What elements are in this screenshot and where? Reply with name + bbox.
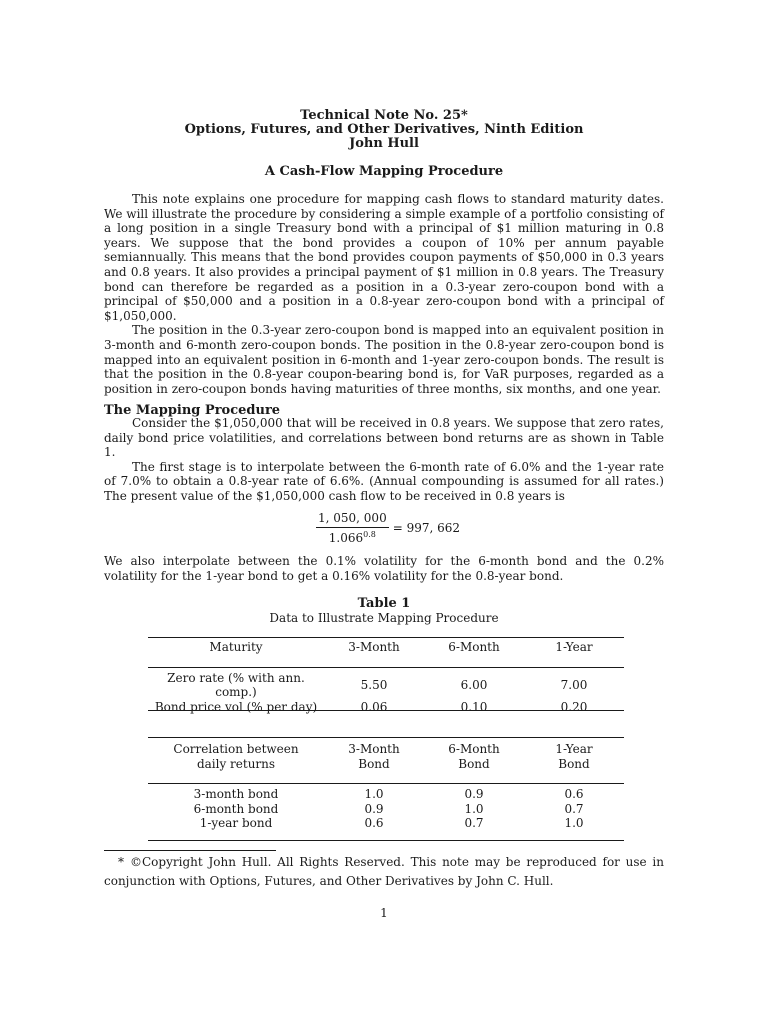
table-header-row xyxy=(148,757,624,784)
table-header-cell: Maturity xyxy=(209,640,263,654)
present-value-formula xyxy=(316,511,460,545)
table-row xyxy=(148,700,624,715)
section-title: A Cash-Flow Mapping Procedure xyxy=(264,164,504,179)
table-row xyxy=(148,667,624,700)
footnote-text: Copyright John Hull. All Rights Reserved. This note may be reproduced for use in conjunction with Options, Futures, and Other Derivatives by John C. Hull. xyxy=(104,855,664,888)
table-header-cell: Bond xyxy=(458,756,490,771)
mapping-paragraph-2: The first stage is to interpolate between the 6-month rate of 6.0% and the 1-year rate of 7.0% to obtain a 0.8-year rate of 6.6%. (Annual compounding is assumed for all rates.) The present value of the $1,050,000 cash flow to be received in 0.8 years is xyxy=(104,459,664,503)
table-cell: 0.6 xyxy=(364,816,384,830)
table-row xyxy=(148,816,624,831)
table-row-label: Bond price vol (% per day) xyxy=(154,699,318,714)
table2-bottom-rule xyxy=(148,840,624,841)
table-header-row xyxy=(148,739,624,757)
footnote-mark: * xyxy=(118,855,124,869)
table-header-cell: 6-Month xyxy=(448,640,500,654)
table-cell: 0.6 xyxy=(564,787,584,801)
table-header-cell: Bond xyxy=(558,756,590,771)
formula-denominator-base: 1.066 xyxy=(328,531,364,545)
table-row xyxy=(148,802,624,817)
table-caption xyxy=(104,596,664,626)
mapping-paragraph-1: Consider the $1,050,000 that will be received in 0.8 years. We suppose that zero rates, daily bond price volatilities, and correlations between bond returns are as shown in Table 1. xyxy=(104,416,664,460)
mapping-paragraphs xyxy=(104,416,664,504)
book-title-heading: Options, Futures, and Other Derivatives, Ninth Edition xyxy=(184,122,584,137)
table-header-cell: daily returns xyxy=(196,756,276,771)
table-row-label: 6-month bond xyxy=(193,801,279,816)
formula-numerator: 1, 050, 000 xyxy=(316,511,389,528)
table2-top-rule xyxy=(148,737,624,738)
table-header-cell: 6-Month xyxy=(448,742,500,756)
table-header-cell: 3-Month xyxy=(348,640,400,654)
table-cell: 0.06 xyxy=(360,699,388,714)
table-caption-text: Data to Illustrate Mapping Procedure xyxy=(269,611,499,625)
table-cell: 5.50 xyxy=(324,667,424,700)
table-row-label: 1-year bond xyxy=(199,816,273,830)
formula-denominator xyxy=(329,528,376,545)
table-cell: 7.00 xyxy=(524,667,624,700)
table-cell: 1.0 xyxy=(564,816,584,830)
page-number: 1 xyxy=(380,906,388,920)
footnote xyxy=(104,853,664,891)
table-header-cell: 1-Year xyxy=(555,640,593,654)
footnote-rule xyxy=(104,850,276,851)
table-row-label: Zero rate (% with ann. comp.) xyxy=(148,667,324,700)
fraction xyxy=(316,511,389,545)
table-header-cell: Bond xyxy=(358,756,390,771)
table1-bottom-rule xyxy=(148,710,624,711)
table-cell: 1.0 xyxy=(464,801,484,816)
table-cell: 0.7 xyxy=(564,801,584,816)
note-number-heading: Technical Note No. 25* xyxy=(300,108,468,123)
intro-paragraph-1: This note explains one procedure for mapping cash flows to standard maturity dates. We will illustrate the procedure by considering a simple example of a portfolio consisting of a long position in a single Treasury bond with a principal of $1 million maturing in 0.8 years. We suppose that the bond provides a coupon of 10% per annum payable semiannually. This means that the bond provides coupon payments of $50,000 in 0.3 years and 0.8 years. It also provides a principal payment of $1 million in 0.8 years. The Treasury bond can therefore be regarded as a position in a 0.3-year zero-coupon bond with a principal of $50,000 and a position in a 0.8-year zero-coupon bond with a principal of $1,050,000. xyxy=(104,192,664,323)
table-cell: 0.20 xyxy=(560,699,588,714)
intro-paragraphs xyxy=(104,192,664,396)
table-header-cell: Correlation between xyxy=(173,742,299,756)
table-number: Table 1 xyxy=(357,596,411,611)
volatility-paragraph-wrap xyxy=(104,554,664,583)
author-heading: John Hull xyxy=(349,136,419,151)
intro-paragraph-2: The position in the 0.3-year zero-coupon bond is mapped into an equivalent position in 3-month and 6-month zero-coupon bonds. The position in the 0.8-year zero-coupon bond is mapped into an equivalent position in 6-month and 1-year zero-coupon bonds. The result is that the position in the 0.8-year coupon-bearing bond is, for VaR purposes, regarded as a position in zero-coupon bonds having maturities of three months, six months, and one year. xyxy=(104,323,664,396)
table-cell: 0.9 xyxy=(464,787,484,801)
table-cell: 0.7 xyxy=(464,816,484,830)
rates-table xyxy=(148,637,624,714)
table-cell: 0.9 xyxy=(364,801,384,816)
formula-exponent: 0.8 xyxy=(363,530,376,539)
table-header-cell: 3-Month xyxy=(348,742,400,756)
table-cell: 1.0 xyxy=(364,787,384,801)
table-header-row xyxy=(148,637,624,667)
table-row xyxy=(148,784,624,802)
table-cell: 6.00 xyxy=(424,667,524,700)
table-row-label: 3-month bond xyxy=(193,787,279,801)
table-cell: 0.10 xyxy=(460,699,488,714)
correlation-table xyxy=(148,739,624,831)
volatility-paragraph: We also interpolate between the 0.1% volatility for the 6-month bond and the 0.2% volatility for the 1-year bond to get a 0.16% volatility for the 0.8-year bond. xyxy=(104,554,664,583)
mapping-procedure-heading: The Mapping Procedure xyxy=(104,403,281,418)
table-header-cell: 1-Year xyxy=(555,742,593,756)
copyright-symbol: © xyxy=(130,855,142,869)
formula-result: = 997, 662 xyxy=(392,521,461,535)
